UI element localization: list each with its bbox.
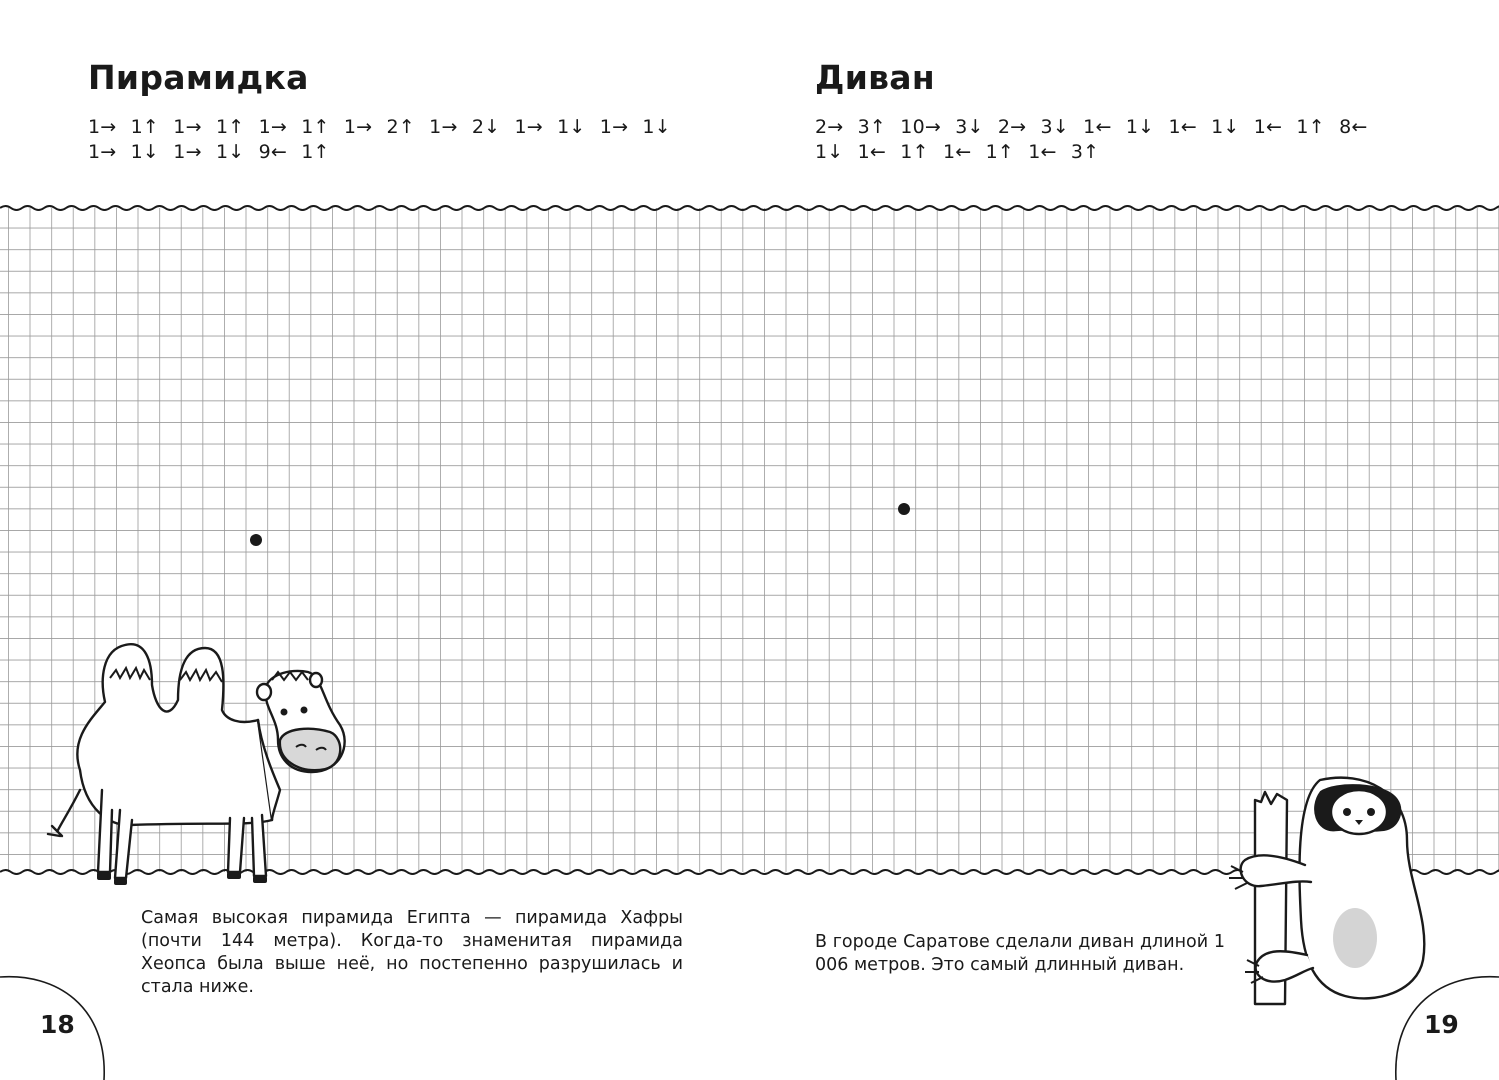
right-start-dot[interactable]: [898, 503, 910, 515]
right-commands-line1: 2→ 3↑ 10→ 3↓ 2→ 3↓ 1← 1↓ 1← 1↓ 1← 1↑ 8←: [815, 116, 1368, 138]
left-page-number: 18: [40, 1010, 75, 1039]
left-commands-line2: 1→ 1↓ 1→ 1↓ 9← 1↑: [88, 141, 330, 163]
left-start-dot[interactable]: [250, 534, 262, 546]
left-commands-line1: 1→ 1↑ 1→ 1↑ 1→ 1↑ 1→ 2↑ 1→ 2↓ 1→ 1↓ 1→ 1↓: [88, 116, 671, 138]
right-page-title: Диван: [815, 58, 935, 97]
camel-illustration: [40, 640, 360, 890]
right-commands-line2: 1↓ 1← 1↑ 1← 1↑ 1← 3↑: [815, 141, 1100, 163]
left-fact-text: Самая высокая пирамида Египта — пирамида Хафры (почти 144 метра). Когда-то знаменитая пирамида Хеопса была выше неё, но постепенно разрушилась и стала ниже.: [141, 908, 683, 997]
right-fact-text: В городе Саратове сделали диван длиной 1 006 метров. Это самый длинный диван.: [815, 932, 1225, 975]
left-page-title: Пирамидка: [88, 58, 309, 97]
right-page-number: 19: [1424, 1010, 1459, 1039]
sloth-illustration: [1225, 770, 1499, 1010]
